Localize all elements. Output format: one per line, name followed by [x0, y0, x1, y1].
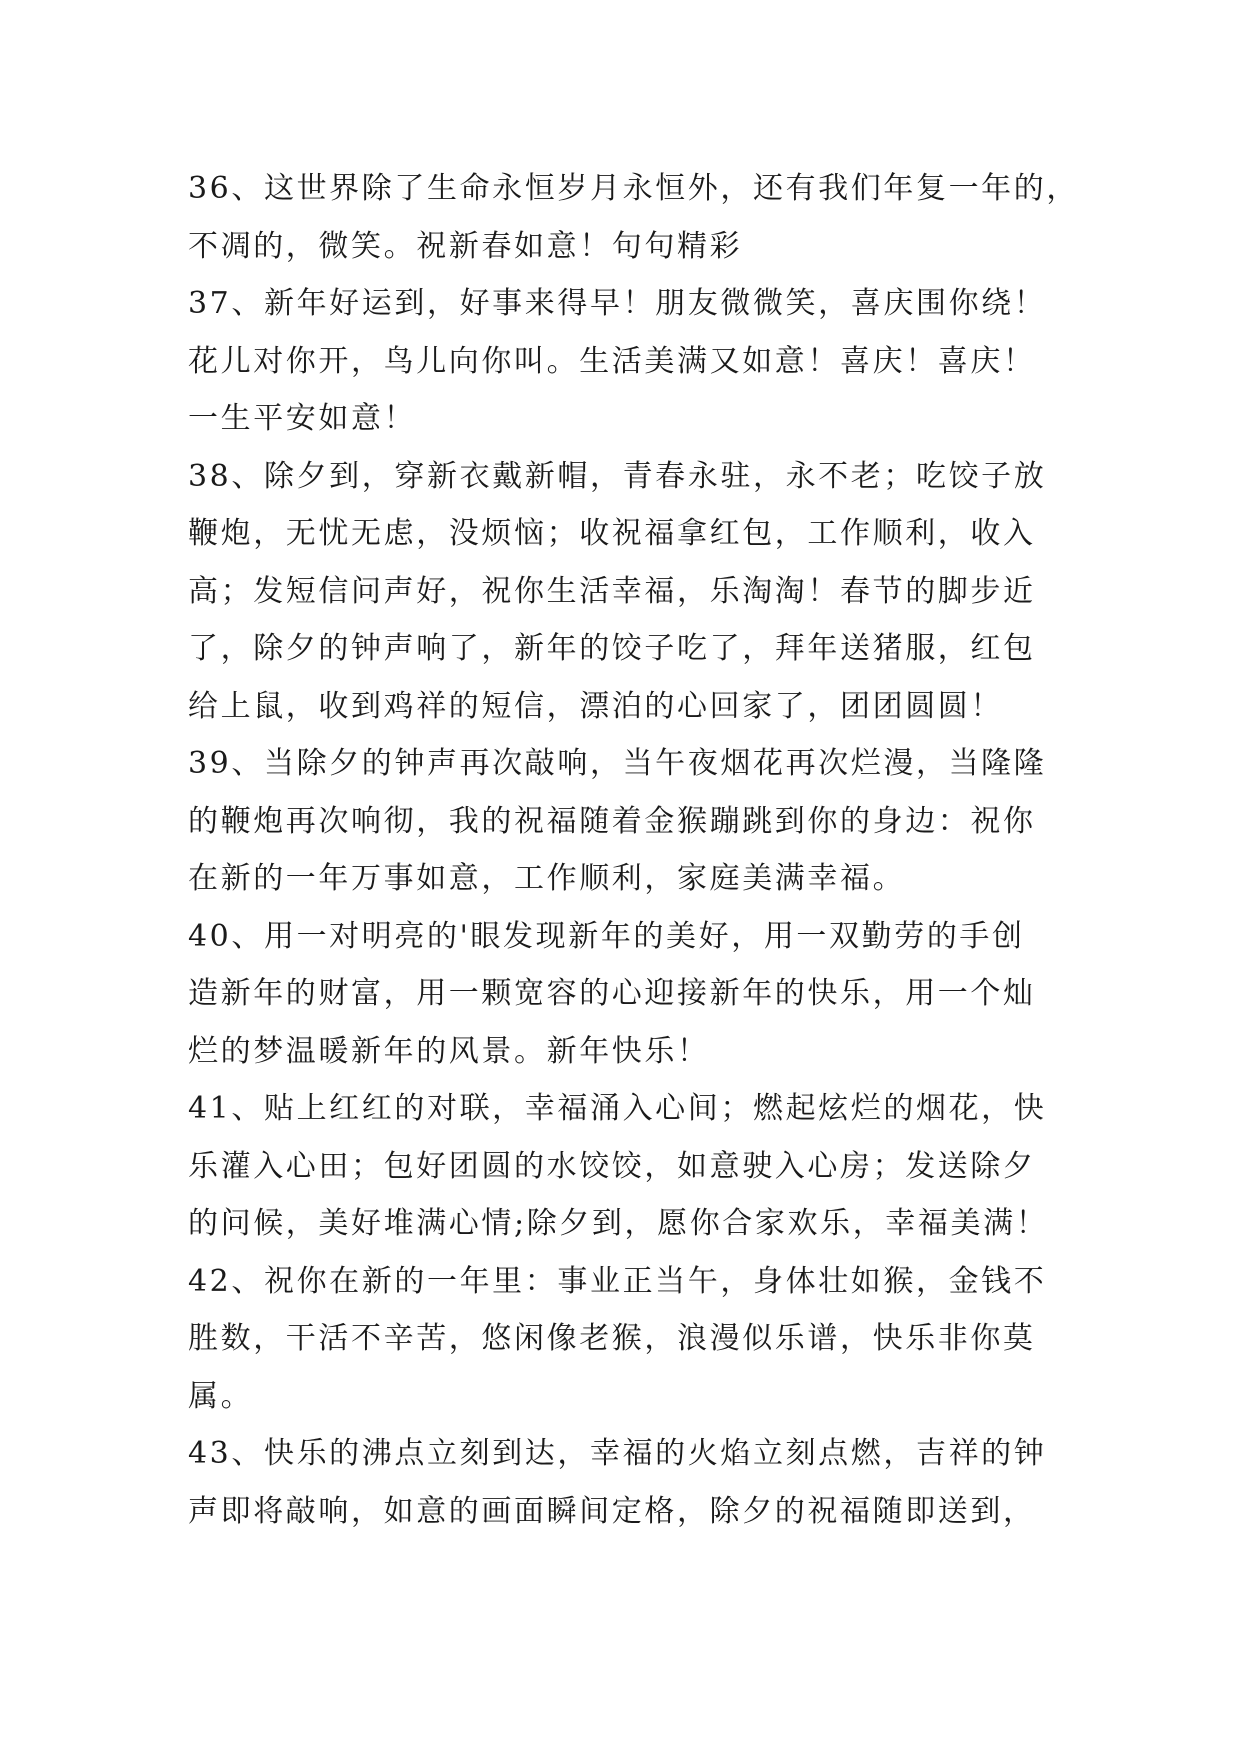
text-line: 造新年的财富，用一颗宽容的心迎接新年的快乐，用一个灿: [188, 976, 1036, 1011]
text-line: 属。: [188, 1378, 254, 1414]
text-line: 不凋的，微笑。祝新春如意！句句精彩: [188, 228, 743, 264]
text-line: 在新的一年万事如意，工作顺利，家庭美满幸福。: [188, 861, 906, 896]
text-line: 高；发短信问声好，祝你生活幸福，乐淘淘！春节的脚步近: [188, 573, 1036, 609]
document-body: [188, 160, 1079, 1540]
text-line: 声即将敲响，如意的画面瞬间定格，除夕的祝福随即送到，: [188, 1493, 1036, 1529]
text-line: 花儿对你开，鸟儿向你叫。生活美满又如意！喜庆！喜庆！: [188, 343, 1036, 379]
text-line: 41、贴上红红的对联，幸福涌入心间；燃起炫烂的烟花，快: [188, 1091, 1047, 1126]
text-line: 38、除夕到，穿新衣戴新帽，青春永驻，永不老；吃饺子放: [188, 458, 1047, 494]
text-line: 37、新年好运到，好事来得早！朋友微微笑，喜庆围你绕！: [188, 286, 1047, 321]
text-line: 烂的梦温暖新年的风景。新年快乐！: [188, 1033, 710, 1069]
text-line: 42、祝你在新的一年里：事业正当午，身体壮如猴，金钱不: [188, 1263, 1047, 1299]
text-line: 43、快乐的沸点立刻到达，幸福的火焰立刻点燃，吉祥的钟: [188, 1436, 1047, 1471]
text-line: 40、用一对明亮的'眼发现新年的美好，用一双勤劳的手创: [188, 918, 1025, 954]
text-line: 给上鼠，收到鸡祥的短信，漂泊的心回家了，团团圆圆！: [188, 688, 1003, 724]
text-line: 一生平安如意！: [188, 401, 417, 436]
text-line: 了，除夕的钟声响了，新年的饺子吃了，拜年送猪服，红包: [188, 631, 1036, 666]
text-line: 39、当除夕的钟声再次敲响，当午夜烟花再次烂漫，当隆隆: [188, 746, 1047, 781]
text-line: 乐灌入心田；包好团圆的水饺饺，如意驶入心房；发送除夕: [188, 1148, 1036, 1184]
text-line: 36、这世界除了生命永恒岁月永恒外，还有我们年复一年的，: [188, 171, 1079, 206]
text-line: 胜数，干活不辛苦，悠闲像老猴，浪漫似乐谱，快乐非你莫: [188, 1321, 1036, 1356]
text-line: 的问候，美好堆满心情;除夕到，愿你合家欢乐，幸福美满！: [188, 1206, 1049, 1241]
text-line: 鞭炮，无忧无虑，没烦恼；收祝福拿红包，工作顺利，收入: [188, 516, 1036, 551]
text-line: 的鞭炮再次响彻，我的祝福随着金猴蹦跳到你的身边：祝你: [188, 803, 1036, 839]
